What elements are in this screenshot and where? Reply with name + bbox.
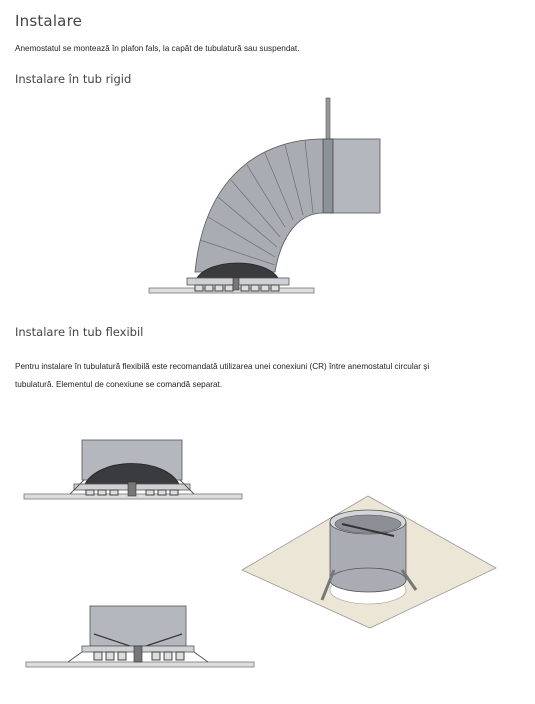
- flexible-paragraph-line-1: Pentru instalare în tubulatură flexibilă este recomandată utilizarea unei conexiuni (CR) între anemostatul circular și: [15, 362, 430, 371]
- flexible-duct-paragraph: [15, 358, 520, 394]
- rigid-duct-heading: Instalare în tub rigid: [15, 72, 132, 86]
- intro-paragraph: Anemostatul se montează în plafon fals, la capăt de tubulatură sau suspendat.: [15, 44, 300, 53]
- page-title: Instalare: [15, 12, 83, 30]
- flex-connector-drawing-top: [22, 436, 244, 506]
- rigid-duct-elbow-drawing: [145, 92, 390, 302]
- flex-connector-3d-drawing: [238, 494, 500, 630]
- flexible-duct-heading: Instalare în tub flexibil: [15, 325, 144, 339]
- flexible-paragraph-line-2: tubulatură. Elementul de conexiune se comandă separat.: [15, 380, 223, 389]
- flex-connector-drawing-bottom: [24, 604, 256, 674]
